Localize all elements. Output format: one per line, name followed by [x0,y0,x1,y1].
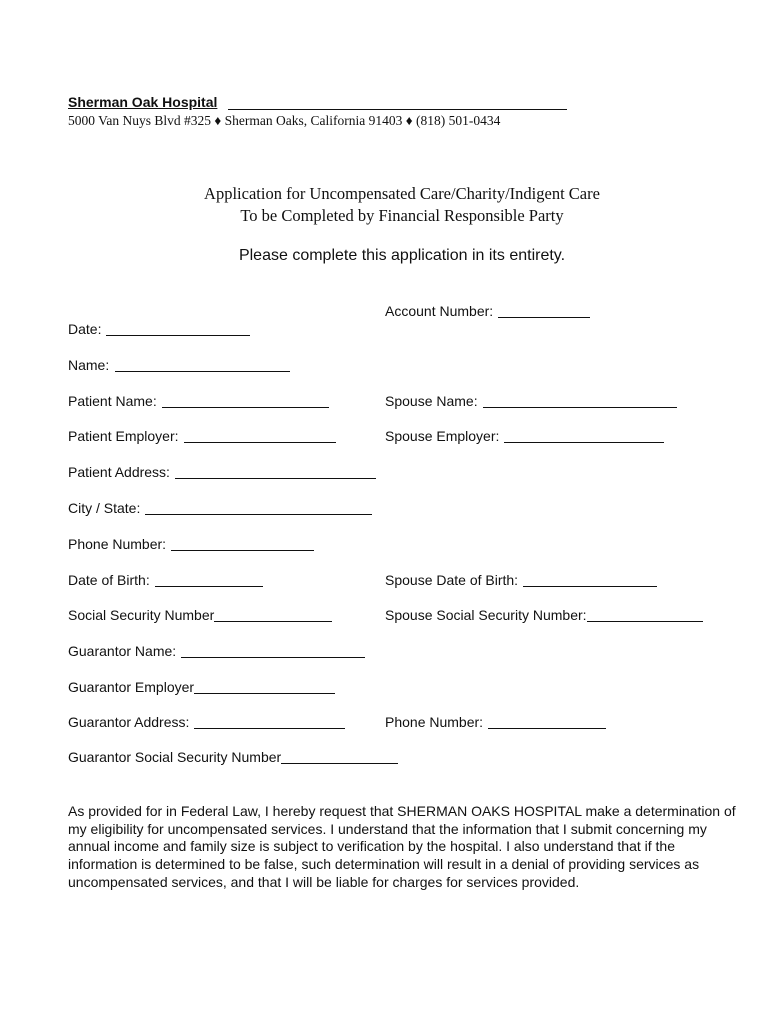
guarantor-ssn-input[interactable] [281,749,398,764]
ssn-input[interactable] [214,607,332,622]
date-input[interactable] [106,321,250,336]
spouse-employer-field [385,428,664,444]
patient-name-field [68,393,329,409]
ssn-field [68,607,332,623]
account-number-field [385,303,590,319]
patient-employer-label: Patient Employer: [68,428,179,444]
spouse-name-label: Spouse Name: [385,393,478,409]
guarantor-ssn-field [68,749,398,765]
spouse-name-field [385,393,677,409]
guarantor-address-input[interactable] [194,714,345,729]
guarantor-ssn-label: Guarantor Social Security Number [68,749,282,765]
guarantor-address-field [68,714,345,730]
spouse-ssn-label: Spouse Social Security Number: [385,607,587,623]
guarantor-employer-field [68,679,335,695]
patient-address-field [68,464,376,480]
spouse-dob-field [385,572,657,588]
spouse-dob-label: Spouse Date of Birth: [385,572,519,588]
patient-employer-input[interactable] [184,428,336,443]
city-state-field [68,500,372,516]
phone-number-label: Phone Number: [68,536,167,552]
date-of-birth-label: Date of Birth: [68,572,150,588]
guarantor-name-field [68,643,365,659]
guarantor-phone-input[interactable] [488,714,606,729]
date-of-birth-input[interactable] [155,572,263,587]
city-state-label: City / State: [68,500,141,516]
guarantor-address-label: Guarantor Address: [68,714,190,730]
guarantor-employer-label: Guarantor Employer [68,679,195,695]
header-underline [228,109,567,110]
hospital-name: Sherman Oak Hospital [68,94,218,110]
guarantor-name-label: Guarantor Name: [68,643,177,659]
account-number-input[interactable] [498,303,590,318]
consent-paragraph: As provided for in Federal Law, I hereby request that SHERMAN OAKS HOSPITAL make a determination of my eligibility for uncompensated services. I understand that the information that I submit concerning my annual income and family size is subject to verification by the hospital. I also understand that if the information is determined to be false, such determination will result in a denial of providing services as uncompensated services, and that I will be liable for charges for services provided. [68,803,736,890]
spouse-employer-label: Spouse Employer: [385,428,500,444]
hospital-address: 5000 Van Nuys Blvd #325 ♦ Sherman Oaks, California 91403 ♦ (818) 501-0434 [68,113,501,128]
name-label: Name: [68,357,110,373]
patient-name-label: Patient Name: [68,393,157,409]
account-number-label: Account Number: [385,303,494,319]
phone-number-field [68,536,314,552]
patient-address-input[interactable] [175,464,376,479]
city-state-input[interactable] [145,500,372,515]
date-field [68,321,250,337]
guarantor-employer-input[interactable] [194,679,335,694]
patient-address-label: Patient Address: [68,464,170,480]
form-title: Application for Uncompensated Care/Charity/Indigent Care [204,184,600,203]
spouse-dob-input[interactable] [523,572,657,587]
guarantor-name-input[interactable] [181,643,365,658]
spouse-name-input[interactable] [483,393,677,408]
patient-employer-field [68,428,336,444]
patient-name-input[interactable] [162,393,329,408]
spouse-ssn-field [385,607,703,623]
guarantor-phone-label: Phone Number: [385,714,484,730]
form-subtitle: To be Completed by Financial Responsible Party [240,206,564,225]
spouse-employer-input[interactable] [504,428,664,443]
ssn-label: Social Security Number [68,607,215,623]
name-field [68,357,290,373]
name-input[interactable] [115,357,290,372]
guarantor-phone-field [385,714,606,730]
date-of-birth-field [68,572,263,588]
date-label: Date: [68,321,102,337]
phone-number-input[interactable] [171,536,314,551]
instruction-text: Please complete this application in its entirety. [238,247,566,264]
spouse-ssn-input[interactable] [587,607,703,622]
